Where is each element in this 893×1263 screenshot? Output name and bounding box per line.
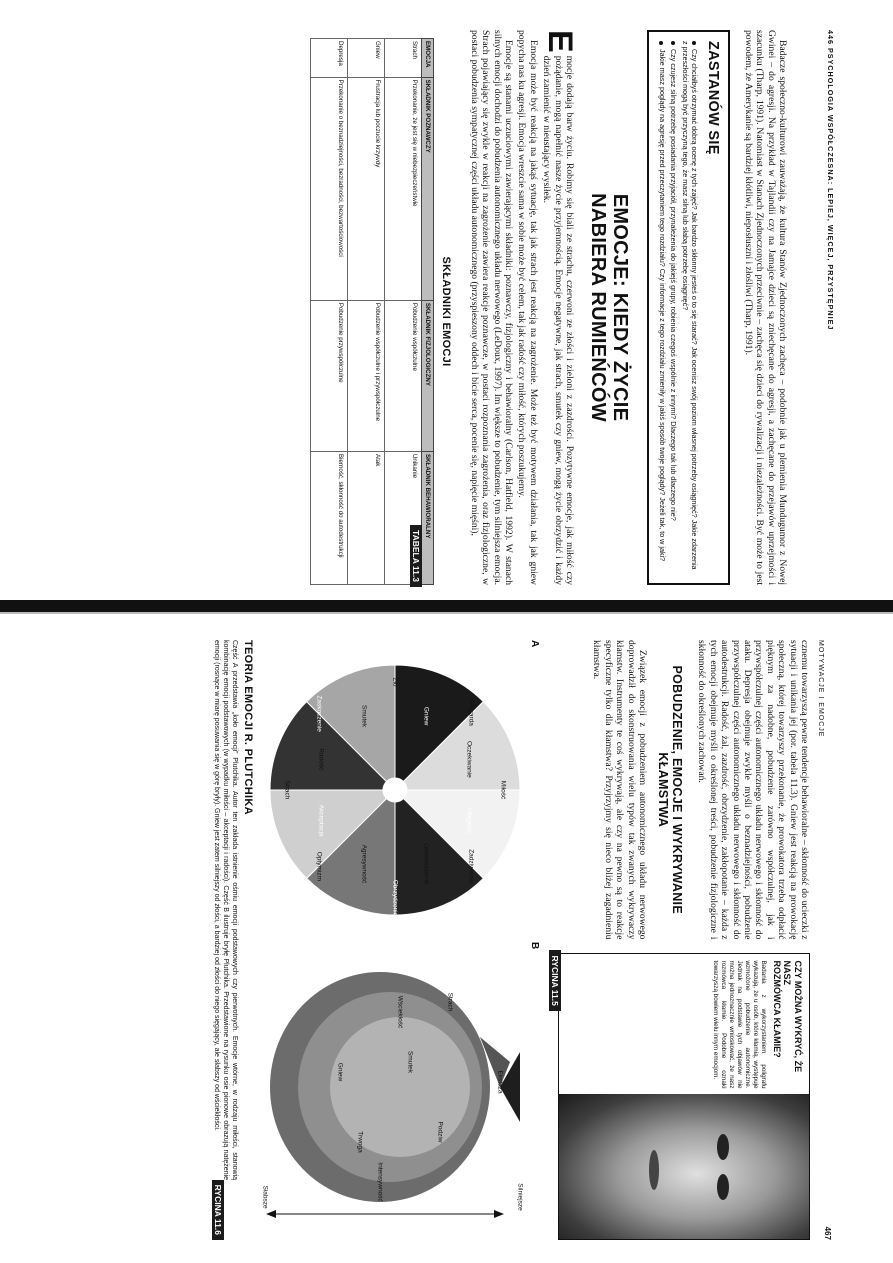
paragraph-2: Emocja może być reakcją na jakąś sytuację, tak jak strach jest reakcją na zagrożenie. Może też być motywem działania, tak jak gniew popycha nas ku agresji. Emocja wreszcie sama w sobie może być celem, tak jak radość czy miłość, których poszukujemy. (516, 30, 539, 585)
wheel-label: Uległość (465, 808, 473, 834)
table-title: SKŁADNIKI EMOCJI (440, 256, 453, 367)
think-box (647, 30, 730, 585)
question-item: Czy chciałbyś otrzymać dobrą ocenę z tych zajęć? Jak bardzo skłonny jesteś o to się starać? Jak ocenisz swój poziom własnej potrzeby osiągnięć? Jakie zdarzenia z przeszłości mogą być przyczyną tego, że masz silną lub słabą potrzebę osiągnięć? (680, 41, 700, 570)
face-photo-image (559, 1094, 809, 1239)
cone-label: Wściekłość (396, 995, 404, 1029)
mouth-shape (649, 1150, 659, 1190)
paragraph-1: E mocje dodają barw życiu. Robimy się biali ze strachu, czerwoni ze złości i zieloni z zazdrości. Pozytywne emocje, jak miłość czy pożądanie, mogą napełnić nasze życie przyjemnością. Emocje negatywne, jak strach, smutek czy gniew, mogą życie obrzydzić i każdy dzień zamienić w nieustający wysiłek. (541, 30, 579, 585)
panel-b-label: B (529, 942, 540, 950)
panel-a-label: A (529, 640, 540, 648)
wheel-label: Zło (391, 677, 399, 687)
table-row: Strach Przekonanie, że jest się w niebezpieczeństwie Pobudzenie współczulne Unikanie (384, 39, 421, 585)
wheel-label: Obrzydzenie (391, 879, 399, 917)
top-row (550, 640, 810, 1240)
wheel-label: Optymizm (315, 851, 323, 881)
cone-label: Podziw (436, 1121, 444, 1143)
table-header: EMOCJA (421, 39, 434, 78)
wheel-label: Strach (283, 780, 291, 800)
wheel-label: Radość (317, 748, 325, 771)
right-page (72, 640, 832, 1240)
text-column (558, 640, 810, 939)
continuation-paragraph: cznemu towarzyszą pewne tendencje behawioralne – skłonność do ucieczki z sytuacji i unikania jej (por. tabela 11.3). Gniew jest reakcją na prowokację społeczną, której towarzyszy przekonanie, że prowokatora trzeba odpłacić pięknym za nadobne, pobudzenie zarówno współczulnej, jak i przywspółczulnej części autonomicznego układu nerwowego i skłonność do ataku. Depresja obejmuje zwykle myśli o beznadziejności, pobudzenie przywspółczulnej części autonomicznego układu nerwowego i skłonność do autodestrukcji. Radość, żal, zazdrość, obrzydzenie, zakłopotanie – każda z tych emocji obejmuje myśli o określonej treści, pobudzenie fizjologiczne i skłonność do określonych zachowań. (696, 640, 810, 940)
wheel-label: Smutek (360, 705, 368, 728)
eye-shape (717, 1134, 729, 1160)
section-heading: EMOCJE: KIEDY ŻYCIE NABIERA RUMIEŃCÓW (587, 193, 631, 422)
photo-caption-panel (559, 954, 809, 1094)
right-header: MOTYWACJE I EMOCJE 467 (817, 640, 832, 1240)
cone-label: Gniew (336, 1062, 344, 1082)
figure-11-6 (212, 640, 540, 1240)
wheel-label: Gniew (422, 706, 430, 726)
table-header: SKŁADNIK POZNAWCZY (421, 77, 434, 300)
photo-box-caption: Badania z wykorzystaniem poligrafu wykazują, że u osób, które kłamią, występuje wzmożone pobudzenie autonomiczne. Jednak na podstawie tych objawów nie można jednoznacznie wnioskować, że nasz rozmówca kłamie. Podobne oznaki towarzyszą bowiem wielu innym emocjom. (712, 960, 768, 1089)
theory-heading: TEORIA EMOCJI R. PLUTCHIKA (242, 640, 254, 815)
section-2-heading: POBUDZENIE, EMOCJE I WYKRYWANIE KŁAMSTWA (655, 665, 684, 914)
dropcap: E (541, 30, 579, 53)
section-2-paragraph: Związek emocji z pobudzeniem autonomicznego układu nerwowego doprowadził do skonstruowania wielu typów tak zwanych wykrywaczy kłamstw. Instrumenty te coś wykrywają, ale czy na pewno są to reakcje specyficzne tylko dla kłamstwa? Przyjrzyjmy się nieco bliżej zagadnieniu kłamstwa. (591, 640, 648, 940)
left-page (5, 30, 835, 585)
wheel-label: Miłość (499, 780, 507, 800)
emotion-wheel (260, 640, 540, 930)
emotions-text (468, 30, 579, 585)
cone-label: Trwoga (356, 1131, 364, 1153)
wheel-label: Zaskoczenie (315, 695, 323, 732)
table-tag: TABELA 11.3 (410, 525, 422, 587)
figure-caption: Część A przedstawia „koło emocji” Plutchika. Autor ten zakłada istnienie ośmiu emocji podstawowych czy pierwotnych. Emocje wtórne, w rodzaju miłości, stanowią kombinację emocji podstawowych (w wypadku miłości – akceptacji i radości). Część B ilustruje bryłę Plutchika. Przedstawione na rysunku osie pionowe obrazują natężenie emocji (rosnące w miarę posuwania się w górę bryły). Gniew jest zatem silniejszy od złości, a bardziej od złości do niego sięgający, ale słabszy od wściekłości. (213, 640, 238, 1180)
cone-label: Intensywność (376, 1162, 384, 1202)
cone-label: Ekstaza (496, 1070, 504, 1094)
spine-bar (0, 600, 893, 612)
left-running-header: 446 PSYCHOLOGIA WSPÓŁCZESNA: LEPIEJ, WIĘCEJ, PRZYSTĘPNIEJ (826, 30, 835, 331)
wheel-label: Pogarda (467, 701, 475, 726)
wheel-label: Zadziwienie (467, 849, 475, 884)
cone-label: Silniejsze (516, 1183, 524, 1211)
wheel-label: Lekceważenie (422, 843, 430, 885)
cone-label: Smutek (406, 1050, 414, 1074)
think-box-questions (657, 41, 699, 574)
panel-b (260, 942, 540, 1232)
cone-label: Słabsze (261, 1185, 269, 1209)
question-item: Czy czujesz silną potrzebę posiadania przyjaciół, przynależenia do jakiejś grupy, robienia czegoś wspólnie z innymi? Dlaczego tak lub dlaczego nie? (669, 41, 679, 574)
wheel-label: Akceptacja (317, 804, 325, 837)
table-row: Depresja Przekonanie o beznadziejności, bezradności, bezwartościowości Pobudzenie przywspółczulne Bierność, skłonność do autodestrukcji (310, 39, 347, 585)
photo-box (550, 953, 810, 1240)
table-header: SKŁADNIK FIZJOLOGICZNY (421, 300, 434, 451)
wheel-center (383, 778, 407, 802)
intro-paragraph: Badacze społeczno-kulturowi zauważają, że kultura Stanów Zjednoczonych zachęca – podobnie jak u plemienia Mundugumor z Nowej Gwinei – do agresji. Na przykład w Tajlandii czy na Jamajce dzieci są zniechęcane do agresji, a zachęcane do przejawów uprzejmości i szacunku (Tharp, 1991). Natomiast w Stanach Zjednoczonych przeciwnie – zachęca się dzieci do rywalizacji i niezależności. Być może to jest powodem, że Amerykanie są bardziej kłótliwi, nieposłuszni i złośliwi (Tharp, 1991). (742, 30, 788, 585)
paragraph-3: Emocje są stanami uczuciowymi zawierającymi składniki: poznawczy, fizjologiczny i behawioralny (Carlson, Hatfield, 1992). W stanach silnych emocji dochodzi do pobudzenia autonomicznego układu nerwowego (LeDoux, 1997). Im większe to pobudzenie, tym silniejsza emocja. Strach pojawiający się zwykle w reakcji na zagrożenie zawiera reakcje poznawcze, w postaci rozpoznania zagrożenia, oraz fizjologiczne, w postaci pobudzenia sympatycznej części układu autonomicznego (przyspieszony oddech i bicie serca, pocenie się, napięcie mięśni), (468, 30, 514, 585)
photo-tag: RYCINA 11.5 (549, 950, 561, 1010)
table-11-3 (310, 30, 453, 585)
photo-box-title: CZY MOŻNA WYKRYĆ, ŻE NASZ ROZMÓWCA KŁAMIE? (772, 960, 803, 1073)
table-header: SKŁADNIK BEHAWIORALNY (421, 451, 434, 584)
cone-label: Strach (446, 992, 454, 1012)
figure-tag: RYCINA 11.6 (212, 1180, 224, 1240)
fold-line (0, 612, 893, 614)
emotion-components-table (310, 38, 435, 585)
figure-panels (260, 640, 540, 1240)
question-item: Jakie masz poglądy na agresję przed przeczytaniem tego rozdziału? Czy informacje z tego rozdziału zmieniły w jakiś sposób twoje poglądy? Jeżeli tak, to w jaki? (657, 41, 667, 574)
eye-shape (717, 1174, 729, 1200)
panel-a (260, 640, 540, 930)
think-box-title: ZASTANÓW SIĘ (705, 41, 722, 155)
table-row: Gniew Frustracja lub poczucie krzywdy Pobudzenie współczulne i przywspółczulne Atak (347, 39, 384, 585)
wheel-label: Agresywność (360, 844, 368, 884)
wheel-label: Oczekiwanie (465, 740, 473, 778)
